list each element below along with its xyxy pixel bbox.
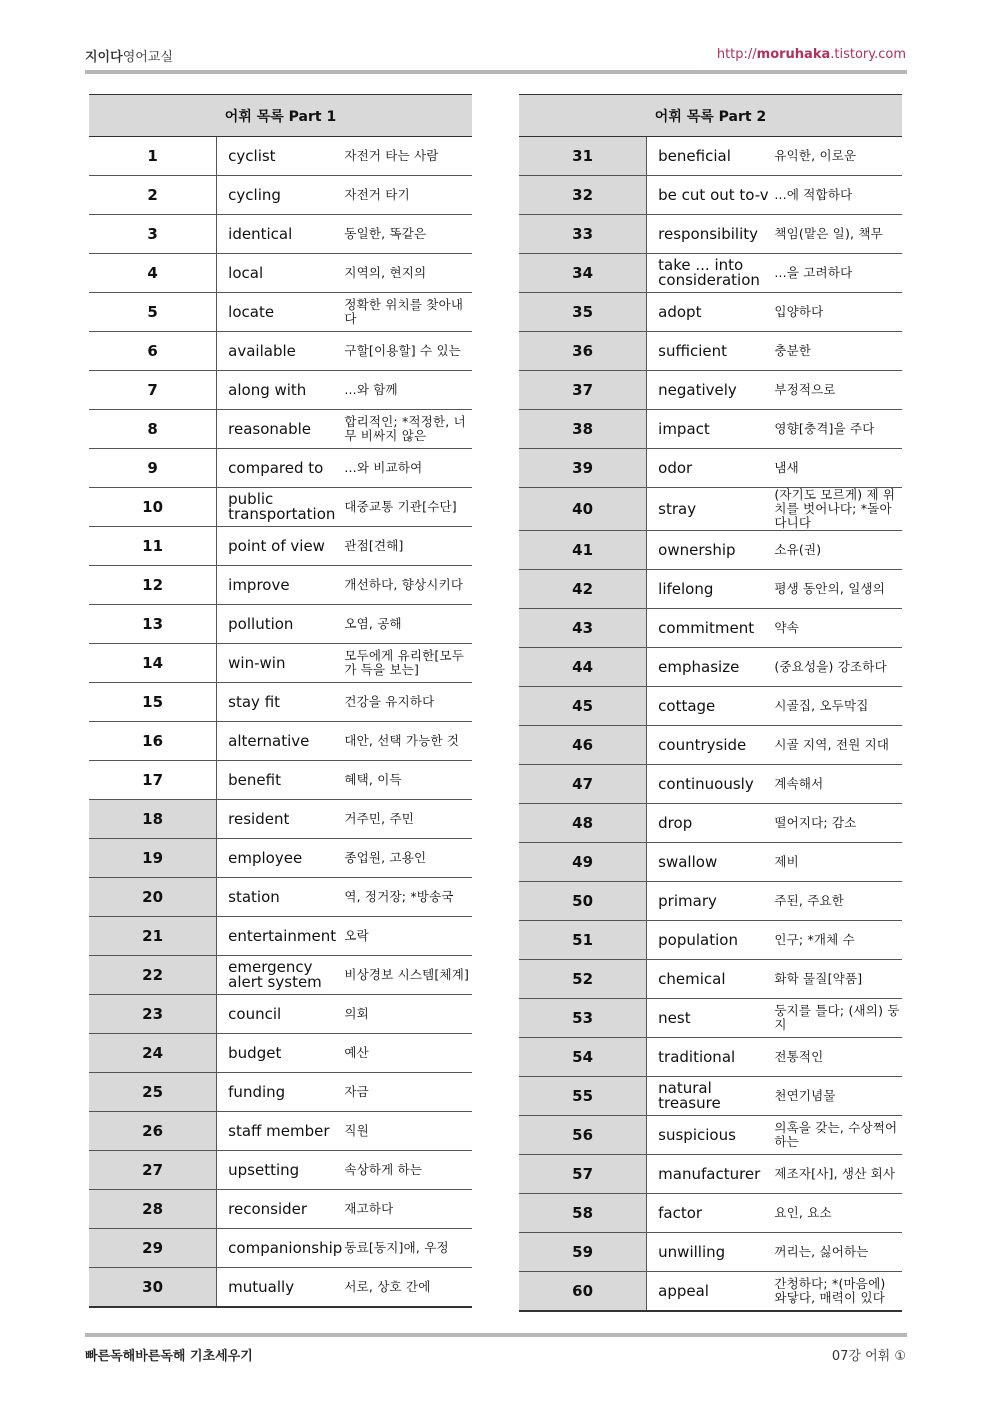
vocab-word: funding	[217, 1073, 345, 1112]
row-number: 32	[519, 176, 647, 215]
vocab-word: nest	[647, 999, 775, 1038]
vocab-word: cyclist	[217, 137, 345, 176]
row-number: 41	[519, 531, 647, 570]
table-row	[89, 254, 472, 293]
table-row	[519, 999, 902, 1038]
row-number: 3	[89, 215, 217, 254]
vocab-word: reconsider	[217, 1190, 345, 1229]
table-row	[519, 765, 902, 804]
vocab-meaning: 요인, 요소	[774, 1194, 902, 1233]
row-number: 57	[519, 1155, 647, 1194]
vocab-meaning: 제비	[774, 843, 902, 882]
vocab-word: adopt	[647, 293, 775, 332]
vocab-meaning: 건강을 유지하다	[344, 683, 472, 722]
vocab-word: negatively	[647, 371, 775, 410]
vocab-word: benefit	[217, 761, 345, 800]
vocab-meaning: 대안, 선택 가능한 것	[344, 722, 472, 761]
row-number: 1	[89, 137, 217, 176]
url-bold: moruhaka	[756, 47, 831, 62]
vocab-word: impact	[647, 410, 775, 449]
vocab-word: companionship	[217, 1229, 345, 1268]
vocab-meaning: 자전거 타기	[344, 176, 472, 215]
vocab-word: stray	[647, 488, 775, 531]
table-row	[89, 566, 472, 605]
table-row	[89, 839, 472, 878]
row-number: 55	[519, 1077, 647, 1116]
vocab-word: drop	[647, 804, 775, 843]
vocab-meaning: 주된, 주요한	[774, 882, 902, 921]
table-row	[89, 176, 472, 215]
vocab-word: budget	[217, 1034, 345, 1073]
vocab-word: compared to	[217, 449, 345, 488]
table-row	[89, 371, 472, 410]
row-number: 28	[89, 1190, 217, 1229]
row-number: 53	[519, 999, 647, 1038]
table-row	[519, 531, 902, 570]
vocab-meaning: 꺼리는, 싫어하는	[774, 1233, 902, 1272]
row-number: 18	[89, 800, 217, 839]
table-row	[519, 843, 902, 882]
row-number: 24	[89, 1034, 217, 1073]
vocab-meaning: 자전거 타는 사람	[344, 137, 472, 176]
vocab-table-part1	[89, 94, 472, 1308]
vocab-word: resident	[217, 800, 345, 839]
row-number: 36	[519, 332, 647, 371]
table-row	[89, 605, 472, 644]
table-row	[519, 648, 902, 687]
vocab-word: entertainment	[217, 917, 345, 956]
vocab-meaning: 관점[견해]	[344, 527, 472, 566]
row-number: 13	[89, 605, 217, 644]
row-number: 9	[89, 449, 217, 488]
table-row	[519, 176, 902, 215]
table-row	[89, 1151, 472, 1190]
table-row	[519, 1116, 902, 1155]
row-number: 19	[89, 839, 217, 878]
row-number: 43	[519, 609, 647, 648]
vocab-word: appeal	[647, 1272, 775, 1312]
row-number: 46	[519, 726, 647, 765]
vocab-word: identical	[217, 215, 345, 254]
table-row	[519, 332, 902, 371]
vocab-word: lifelong	[647, 570, 775, 609]
vocab-word: continuously	[647, 765, 775, 804]
table-row	[89, 293, 472, 332]
row-number: 45	[519, 687, 647, 726]
row-number: 49	[519, 843, 647, 882]
vocab-meaning: 대중교통 기관[수단]	[344, 488, 472, 527]
row-number: 11	[89, 527, 217, 566]
part2-title: 어휘 목록 Part 2	[519, 95, 902, 137]
row-number: 27	[89, 1151, 217, 1190]
vocab-word: local	[217, 254, 345, 293]
vocab-meaning: 속상하게 하는	[344, 1151, 472, 1190]
row-number: 7	[89, 371, 217, 410]
vocab-meaning: 동일한, 똑같은	[344, 215, 472, 254]
table-row	[519, 1272, 902, 1312]
vocab-meaning: 유익한, 이로운	[774, 137, 902, 176]
vocab-word: cottage	[647, 687, 775, 726]
table-row	[519, 687, 902, 726]
table-row	[519, 1038, 902, 1077]
table-row	[89, 995, 472, 1034]
table-row	[89, 527, 472, 566]
footer-page-label: 07강 어휘 ①	[831, 1349, 906, 1364]
vocab-meaning: 개선하다, 향상시키다	[344, 566, 472, 605]
vocab-word: countryside	[647, 726, 775, 765]
table-row	[89, 800, 472, 839]
table-row	[89, 1112, 472, 1151]
vocab-meaning: 냄새	[774, 449, 902, 488]
table-row	[519, 371, 902, 410]
row-number: 16	[89, 722, 217, 761]
vocab-word: alternative	[217, 722, 345, 761]
brand-rest: 영어교실	[122, 50, 173, 65]
table-row	[519, 804, 902, 843]
vocab-meaning: 동료[동지]애, 우정	[344, 1229, 472, 1268]
table-row	[519, 882, 902, 921]
vocab-meaning: 종업원, 고용인	[344, 839, 472, 878]
row-number: 8	[89, 410, 217, 449]
vocab-meaning: 비상경보 시스템[체계]	[344, 956, 472, 995]
row-number: 34	[519, 254, 647, 293]
vocab-meaning: ...에 적합하다	[774, 176, 902, 215]
vocab-meaning: 천연기념물	[774, 1077, 902, 1116]
vocab-meaning: 충분한	[774, 332, 902, 371]
row-number: 44	[519, 648, 647, 687]
vocab-word: locate	[217, 293, 345, 332]
vocab-meaning: 부정적으로	[774, 371, 902, 410]
vocab-meaning: 둥지를 틀다; (새의) 둥지	[774, 999, 902, 1038]
vocab-meaning: 약속	[774, 609, 902, 648]
table-row	[89, 215, 472, 254]
brand-bold: 지이다	[85, 50, 123, 65]
vocab-word: unwilling	[647, 1233, 775, 1272]
vocab-meaning: 책임(맡은 일), 책무	[774, 215, 902, 254]
table-row	[519, 726, 902, 765]
vocab-word: available	[217, 332, 345, 371]
row-number: 15	[89, 683, 217, 722]
part1-title: 어휘 목록 Part 1	[89, 95, 472, 137]
table-row	[89, 917, 472, 956]
row-number: 29	[89, 1229, 217, 1268]
vocab-meaning: ...와 비교하여	[344, 449, 472, 488]
table-row	[519, 488, 902, 531]
table-row	[519, 921, 902, 960]
table-row	[519, 1194, 902, 1233]
table-row	[519, 1155, 902, 1194]
row-number: 52	[519, 960, 647, 999]
row-number: 4	[89, 254, 217, 293]
row-number: 39	[519, 449, 647, 488]
vocab-meaning: 오염, 공해	[344, 605, 472, 644]
vocab-word: employee	[217, 839, 345, 878]
row-number: 58	[519, 1194, 647, 1233]
vocab-word: take ... into consideration	[647, 254, 775, 293]
row-number: 2	[89, 176, 217, 215]
row-number: 25	[89, 1073, 217, 1112]
vocab-word: emergency alert system	[217, 956, 345, 995]
row-number: 50	[519, 882, 647, 921]
vocab-word: point of view	[217, 527, 345, 566]
vocab-word: be cut out to-v	[647, 176, 775, 215]
row-number: 47	[519, 765, 647, 804]
vocab-word: primary	[647, 882, 775, 921]
table-row	[519, 1233, 902, 1272]
table-row	[89, 1229, 472, 1268]
row-number: 54	[519, 1038, 647, 1077]
table-row	[519, 293, 902, 332]
table-row	[519, 215, 902, 254]
vocab-meaning: 의혹을 갖는, 수상쩍어하는	[774, 1116, 902, 1155]
row-number: 5	[89, 293, 217, 332]
vocab-meaning: 혜택, 이득	[344, 761, 472, 800]
vocab-word: commitment	[647, 609, 775, 648]
vocab-meaning: 입양하다	[774, 293, 902, 332]
vocab-word: mutually	[217, 1268, 345, 1308]
vocab-word: responsibility	[647, 215, 775, 254]
vocab-word: pollution	[217, 605, 345, 644]
table-row	[519, 410, 902, 449]
vocab-meaning: 소유(권)	[774, 531, 902, 570]
row-number: 23	[89, 995, 217, 1034]
vocab-word: upsetting	[217, 1151, 345, 1190]
row-number: 31	[519, 137, 647, 176]
vocab-word: public transportation	[217, 488, 345, 527]
vocab-meaning: 정확한 위치를 찾아내다	[344, 293, 472, 332]
vocab-meaning: 제조자[사], 생산 회사	[774, 1155, 902, 1194]
vocab-meaning: (자기도 모르게) 제 위치를 벗어나다; *돌아다니다	[774, 488, 902, 531]
vocab-meaning: 서로, 상호 간에	[344, 1268, 472, 1308]
vocab-word: win-win	[217, 644, 345, 683]
vocab-meaning: 합리적인; *적정한, 너무 비싸지 않은	[344, 410, 472, 449]
vocab-word: odor	[647, 449, 775, 488]
footer-title: 빠른독해바른독해 기초세우기	[85, 1349, 253, 1364]
table-row	[89, 137, 472, 176]
vocab-word: reasonable	[217, 410, 345, 449]
table-row	[519, 254, 902, 293]
vocab-meaning: 거주민, 주민	[344, 800, 472, 839]
vocab-meaning: 구할[이용할] 수 있는	[344, 332, 472, 371]
vocab-meaning: 계속해서	[774, 765, 902, 804]
table-row	[519, 960, 902, 999]
vocab-meaning: 평생 동안의, 일생의	[774, 570, 902, 609]
vocab-meaning: 직원	[344, 1112, 472, 1151]
row-number: 59	[519, 1233, 647, 1272]
vocab-meaning: 간청하다; *(마음에) 와닿다, 매력이 있다	[774, 1272, 902, 1312]
url-prefix: http://	[716, 47, 757, 62]
vocab-word: traditional	[647, 1038, 775, 1077]
table-row	[89, 956, 472, 995]
vocab-meaning: 의회	[344, 995, 472, 1034]
row-number: 60	[519, 1272, 647, 1312]
row-number: 22	[89, 956, 217, 995]
vocab-word: ownership	[647, 531, 775, 570]
table-row	[89, 644, 472, 683]
table-row	[519, 609, 902, 648]
vocab-meaning: 시골집, 오두막집	[774, 687, 902, 726]
table-row	[89, 410, 472, 449]
row-number: 56	[519, 1116, 647, 1155]
vocab-word: suspicious	[647, 1116, 775, 1155]
table-row	[89, 878, 472, 917]
vocab-meaning: 인구; *개체 수	[774, 921, 902, 960]
vocab-meaning: 예산	[344, 1034, 472, 1073]
row-number: 33	[519, 215, 647, 254]
table-row	[89, 1268, 472, 1308]
vocab-word: natural treasure	[647, 1077, 775, 1116]
row-number: 35	[519, 293, 647, 332]
vocab-word: station	[217, 878, 345, 917]
vocab-meaning: 자금	[344, 1073, 472, 1112]
row-number: 17	[89, 761, 217, 800]
vocab-word: manufacturer	[647, 1155, 775, 1194]
row-number: 14	[89, 644, 217, 683]
vocab-meaning: 떨어지다; 감소	[774, 804, 902, 843]
row-number: 42	[519, 570, 647, 609]
vocab-meaning: ...와 함께	[344, 371, 472, 410]
table-row	[89, 683, 472, 722]
table-row	[89, 1190, 472, 1229]
row-number: 37	[519, 371, 647, 410]
vocab-word: staff member	[217, 1112, 345, 1151]
row-number: 21	[89, 917, 217, 956]
vocab-meaning: 재고하다	[344, 1190, 472, 1229]
vocab-word: population	[647, 921, 775, 960]
vocab-meaning: 오락	[344, 917, 472, 956]
vocab-word: factor	[647, 1194, 775, 1233]
vocab-meaning: 전통적인	[774, 1038, 902, 1077]
row-number: 48	[519, 804, 647, 843]
vocab-word: sufficient	[647, 332, 775, 371]
url-suffix: .tistory.com	[830, 47, 906, 62]
header-brand	[85, 46, 173, 65]
row-number: 6	[89, 332, 217, 371]
row-number: 38	[519, 410, 647, 449]
vocab-meaning: ...을 고려하다	[774, 254, 902, 293]
vocab-meaning: 모두에게 유리한[모두가 득을 보는]	[344, 644, 472, 683]
vocab-meaning: (중요성을) 강조하다	[774, 648, 902, 687]
vocab-word: beneficial	[647, 137, 775, 176]
row-number: 26	[89, 1112, 217, 1151]
row-number: 20	[89, 878, 217, 917]
vocab-meaning: 시골 지역, 전원 지대	[774, 726, 902, 765]
header-divider	[85, 70, 907, 74]
vocab-meaning: 영향[충격]을 주다	[774, 410, 902, 449]
vocab-word: stay fit	[217, 683, 345, 722]
table-row	[519, 137, 902, 176]
vocab-word: swallow	[647, 843, 775, 882]
vocab-word: chemical	[647, 960, 775, 999]
table-row	[89, 332, 472, 371]
row-number: 30	[89, 1268, 217, 1308]
row-number: 12	[89, 566, 217, 605]
table-row	[89, 761, 472, 800]
row-number: 10	[89, 488, 217, 527]
row-number: 51	[519, 921, 647, 960]
vocab-word: emphasize	[647, 648, 775, 687]
vocab-table-part2	[519, 94, 902, 1312]
vocab-meaning: 역, 정거장; *방송국	[344, 878, 472, 917]
vocab-meaning: 화학 물질[약품]	[774, 960, 902, 999]
vocab-word: improve	[217, 566, 345, 605]
header-url[interactable]	[717, 47, 906, 62]
table-row	[89, 488, 472, 527]
table-row	[519, 449, 902, 488]
table-row	[89, 1073, 472, 1112]
table-row	[89, 449, 472, 488]
vocab-word: cycling	[217, 176, 345, 215]
footer-divider	[85, 1333, 907, 1337]
vocab-meaning: 지역의, 현지의	[344, 254, 472, 293]
table-row	[519, 570, 902, 609]
table-row	[519, 1077, 902, 1116]
table-row	[89, 722, 472, 761]
vocab-word: council	[217, 995, 345, 1034]
vocab-word: along with	[217, 371, 345, 410]
table-row	[89, 1034, 472, 1073]
row-number: 40	[519, 488, 647, 531]
